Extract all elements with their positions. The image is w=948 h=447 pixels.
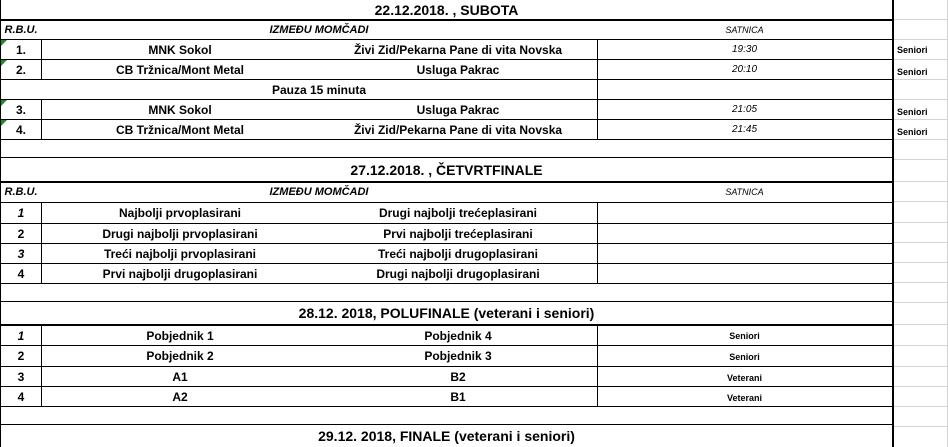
row-number[interactable]: 3 xyxy=(17,369,25,384)
row-number[interactable]: 4. xyxy=(15,122,26,137)
gridline xyxy=(893,262,948,263)
home-team[interactable]: Treći najbolji prvoplasirani xyxy=(103,246,257,261)
gridline xyxy=(893,406,948,407)
home-team[interactable]: Prvi najbolji drugoplasirani xyxy=(102,266,258,281)
border xyxy=(597,324,598,406)
border xyxy=(0,139,893,140)
gridline xyxy=(893,426,948,427)
home-team[interactable]: MNK Sokol xyxy=(148,42,212,57)
category-tag[interactable]: Seniori xyxy=(897,106,928,117)
col-header-time[interactable]: SATNICA xyxy=(725,25,764,35)
col-header-time[interactable]: SATNICA xyxy=(725,187,764,197)
category-tag[interactable]: Seniori xyxy=(897,44,928,55)
row-number[interactable]: 3 xyxy=(17,246,25,261)
gridline xyxy=(893,159,948,160)
section-title[interactable]: 27.12.2018. , ČETVRTFINALE xyxy=(350,162,543,178)
border xyxy=(41,99,42,139)
row-number[interactable]: 1 xyxy=(17,329,25,343)
away-team[interactable]: Treći najbolji drugoplasirani xyxy=(377,246,539,261)
col-header-teams[interactable]: IZMEĐU MOMČADI xyxy=(269,186,369,198)
match-time[interactable]: 19:30 xyxy=(731,44,758,55)
away-team[interactable]: Pobjednik 4 xyxy=(424,329,492,343)
row-number[interactable]: 1 xyxy=(17,206,25,220)
gridline xyxy=(893,282,948,283)
row-number[interactable]: 2 xyxy=(17,226,25,241)
gridline xyxy=(893,324,948,325)
away-team[interactable]: Živi Zid/Pekarna Pane di vita Novska xyxy=(353,122,563,137)
border xyxy=(0,283,893,284)
col-header-rbu[interactable]: R.B.U. xyxy=(4,186,38,198)
border xyxy=(597,39,598,140)
away-team[interactable]: Živi Zid/Pekarna Pane di vita Novska xyxy=(353,42,563,57)
away-team[interactable]: Usluga Pakrac xyxy=(416,62,500,77)
match-time[interactable]: 20:10 xyxy=(731,64,758,75)
gridline xyxy=(893,386,948,387)
category-label[interactable]: Veterani xyxy=(726,392,763,403)
row-number[interactable]: 4 xyxy=(17,266,25,281)
home-team[interactable]: MNK Sokol xyxy=(148,102,212,117)
match-time[interactable]: 21:05 xyxy=(731,104,758,115)
row-number[interactable]: 3. xyxy=(15,102,26,117)
gridline xyxy=(893,99,948,100)
gridline xyxy=(893,345,948,346)
section-title[interactable]: 28.12. 2018, POLUFINALE (veterani i seniori) xyxy=(298,305,595,321)
home-team[interactable]: Drugi najbolji prvoplasirani xyxy=(102,226,258,241)
away-team[interactable]: Prvi najbolji trećeplasirani xyxy=(383,226,533,241)
gridline xyxy=(893,242,948,243)
gridline xyxy=(893,366,948,367)
gridline xyxy=(893,19,948,20)
home-team[interactable]: A1 xyxy=(172,369,188,384)
match-time[interactable]: 21:45 xyxy=(731,124,758,135)
away-team[interactable]: B2 xyxy=(450,369,466,384)
border xyxy=(597,202,598,283)
category-tag[interactable]: Seniori xyxy=(897,126,928,137)
row-number[interactable]: 2 xyxy=(17,349,25,363)
away-team[interactable]: Usluga Pakrac xyxy=(416,102,500,117)
home-team[interactable]: Najbolji prvoplasirani xyxy=(118,206,242,220)
away-team[interactable]: Drugi najbolji trećeplasirani xyxy=(378,206,538,220)
border xyxy=(41,39,42,80)
row-number[interactable]: 2. xyxy=(15,62,26,77)
row-number[interactable]: 4 xyxy=(17,389,25,404)
row-number[interactable]: 1. xyxy=(15,42,26,57)
away-team[interactable]: B1 xyxy=(450,389,466,404)
pause-note[interactable]: Pauza 15 minuta xyxy=(271,82,367,97)
gridline xyxy=(893,222,948,223)
gridline xyxy=(893,201,948,202)
border xyxy=(0,157,893,158)
home-team[interactable]: A2 xyxy=(172,389,188,404)
home-team[interactable]: Pobjednik 1 xyxy=(146,329,214,343)
border xyxy=(0,406,893,407)
gridline xyxy=(893,302,948,303)
section-title[interactable]: 29.12. 2018, FINALE (veterani i seniori) xyxy=(318,428,575,444)
away-team[interactable]: Pobjednik 3 xyxy=(424,349,492,363)
home-team[interactable]: CB Tržnica/Mont Metal xyxy=(115,62,244,77)
section-title[interactable]: 22.12.2018. , SUBOTA xyxy=(374,2,519,18)
away-team[interactable]: Drugi najbolji drugoplasirani xyxy=(376,266,540,281)
category-label[interactable]: Seniori xyxy=(729,331,760,341)
col-header-rbu[interactable]: R.B.U. xyxy=(4,24,38,36)
gridline xyxy=(893,59,948,60)
category-label[interactable]: Seniori xyxy=(729,352,760,362)
border xyxy=(41,324,42,406)
category-label[interactable]: Veterani xyxy=(726,372,763,383)
border xyxy=(41,202,42,283)
home-team[interactable]: CB Tržnica/Mont Metal xyxy=(115,122,244,137)
category-tag[interactable]: Seniori xyxy=(897,66,928,77)
col-header-teams[interactable]: IZMEĐU MOMČADI xyxy=(269,24,369,36)
gridline xyxy=(893,181,948,182)
home-team[interactable]: Pobjednik 2 xyxy=(146,349,214,363)
